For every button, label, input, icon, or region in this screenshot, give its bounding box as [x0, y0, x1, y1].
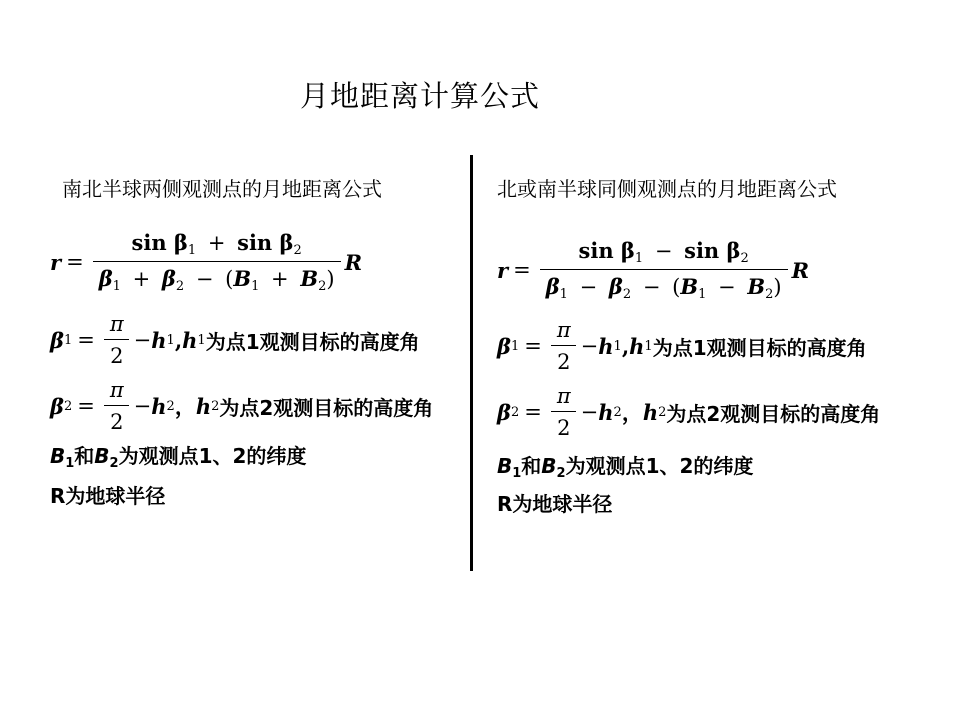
beta1-hsub: 1: [166, 332, 175, 348]
left-distance-formula: [50, 230, 362, 294]
beta1-h: h: [151, 327, 167, 353]
right-latitude-line: [497, 450, 753, 481]
num-term-b: sin β: [684, 238, 741, 263]
right-heading: 北或南半球同侧观测点的月地距离公式: [497, 177, 837, 201]
beta1-sep: ,: [621, 333, 630, 359]
num-term-a: sin β: [131, 230, 188, 255]
den-op2: −: [195, 267, 214, 291]
formula-numerator: [573, 238, 755, 269]
latitude-desc: 为观测点1、2的纬度: [118, 444, 307, 468]
beta2-den: 2: [104, 405, 129, 434]
latitude-b1-sub: 1: [512, 466, 522, 481]
beta1-desc: 为点1观测目标的高度角: [652, 335, 867, 360]
page-title: 月地距离计算公式: [300, 79, 541, 113]
den-open-paren: (: [225, 267, 234, 291]
beta1-minus: −: [133, 328, 152, 352]
num-term-a: sin β: [578, 238, 635, 263]
left-radius-line: R为地球半径: [50, 484, 166, 508]
beta1-sub: 1: [63, 332, 73, 348]
beta2-fraction: [551, 384, 577, 440]
beta1-den: 2: [551, 345, 576, 374]
beta2-h2: h: [642, 399, 659, 425]
beta1-eq: =: [77, 328, 95, 352]
latitude-b1: B: [497, 454, 513, 478]
right-distance-formula: [497, 238, 809, 302]
formula-factor: R: [791, 257, 810, 283]
beta1-h2: h: [629, 333, 645, 359]
latitude-and: 和: [521, 454, 542, 478]
formula-factor: R: [344, 249, 363, 275]
beta1-h: h: [598, 333, 614, 359]
left-column: [50, 0, 500, 720]
beta1-hsub: 1: [613, 338, 622, 354]
left-beta1-line: [50, 312, 420, 368]
num-term-a-sub: 1: [634, 251, 644, 266]
beta1-minus: −: [580, 334, 599, 358]
beta2-h2sub: 2: [211, 398, 220, 414]
beta2-num: π: [556, 384, 571, 408]
right-beta1-line: [497, 318, 867, 374]
beta2-h2: h: [195, 393, 212, 419]
num-term-b: sin β: [237, 230, 294, 255]
beta1-h2sub: 1: [644, 338, 653, 354]
formula-eq: =: [513, 258, 531, 282]
den-open-paren: (: [672, 275, 681, 299]
beta2-eq: =: [77, 394, 95, 418]
left-beta2-line: [50, 378, 433, 434]
num-op: +: [207, 231, 226, 255]
formula-numerator: [126, 230, 308, 261]
den-term-b: β: [608, 274, 623, 299]
beta1-desc: 为点1观测目标的高度角: [205, 329, 420, 354]
num-term-a-sub: 1: [187, 243, 197, 258]
den-op3: −: [718, 275, 736, 299]
den-op1: +: [132, 267, 151, 291]
formula-lhs: r: [50, 249, 62, 275]
num-term-b-sub: 2: [740, 251, 749, 266]
latitude-b2: B: [94, 444, 110, 468]
beta1-h2sub: 1: [197, 332, 206, 348]
den-term-c-sub: 1: [251, 279, 260, 294]
beta2-num: π: [109, 378, 124, 402]
formula-denominator: [93, 261, 341, 294]
den-term-c: B: [680, 274, 699, 299]
beta2-symbol: β: [497, 399, 511, 425]
den-term-d: B: [300, 266, 319, 291]
den-term-d-sub: 2: [765, 287, 774, 302]
right-column: [497, 0, 947, 720]
den-term-b: β: [161, 266, 176, 291]
beta1-num: π: [109, 312, 124, 336]
formula-fraction: [93, 230, 341, 294]
beta2-hsub: 2: [613, 404, 622, 420]
den-term-c-sub: 1: [698, 287, 707, 302]
left-heading: 南北半球两侧观测点的月地距离公式: [62, 177, 382, 201]
beta2-h: h: [598, 399, 614, 425]
beta1-h2: h: [182, 327, 198, 353]
beta2-desc: 为点2观测目标的高度角: [219, 395, 434, 420]
formula-eq: =: [66, 250, 84, 274]
beta2-sep: ，: [174, 394, 196, 419]
num-term-b-sub: 2: [293, 243, 302, 258]
beta2-h: h: [151, 393, 167, 419]
beta1-symbol: β: [50, 327, 64, 353]
formula-denominator: [540, 269, 788, 302]
beta1-num: π: [556, 318, 571, 342]
beta2-eq: =: [524, 400, 542, 424]
latitude-b1: B: [50, 444, 66, 468]
den-term-c: B: [233, 266, 252, 291]
beta2-sep: ，: [621, 400, 643, 425]
beta2-symbol: β: [50, 393, 64, 419]
beta1-fraction: [104, 312, 130, 368]
beta2-den: 2: [551, 411, 576, 440]
formula-fraction: [540, 238, 788, 302]
den-term-a-sub: 1: [559, 287, 568, 302]
left-latitude-line: [50, 440, 306, 471]
den-term-d: B: [747, 274, 766, 299]
beta2-sub: 2: [510, 404, 520, 420]
den-close-paren: ): [773, 275, 782, 299]
latitude-b2-sub: 2: [556, 466, 566, 481]
beta2-hsub: 2: [166, 398, 175, 414]
beta1-fraction: [551, 318, 577, 374]
beta1-symbol: β: [497, 333, 511, 359]
beta1-sep: ,: [174, 327, 183, 353]
latitude-b1-sub: 1: [65, 456, 75, 471]
beta2-desc: 为点2观测目标的高度角: [666, 401, 881, 426]
den-term-a: β: [545, 274, 560, 299]
formula-lhs: r: [497, 257, 509, 283]
den-term-a-sub: 1: [112, 279, 121, 294]
den-close-paren: ): [326, 267, 335, 291]
beta1-sub: 1: [510, 338, 520, 354]
den-op2: −: [642, 275, 661, 299]
latitude-and: 和: [74, 444, 95, 468]
latitude-b2: B: [541, 454, 557, 478]
beta1-den: 2: [104, 339, 129, 368]
den-term-b-sub: 2: [175, 279, 185, 294]
right-radius-line: R为地球半径: [497, 492, 613, 516]
beta2-h2sub: 2: [658, 404, 667, 420]
right-beta2-line: [497, 384, 880, 440]
latitude-b2-sub: 2: [109, 456, 119, 471]
den-term-d-sub: 2: [318, 279, 327, 294]
beta2-sub: 2: [63, 398, 73, 414]
den-term-b-sub: 2: [622, 287, 632, 302]
beta2-fraction: [104, 378, 130, 434]
beta2-minus: −: [580, 400, 599, 424]
num-op: −: [654, 239, 673, 263]
latitude-desc: 为观测点1、2的纬度: [565, 454, 754, 478]
den-term-a: β: [98, 266, 113, 291]
beta1-eq: =: [524, 334, 542, 358]
den-op3: +: [271, 267, 289, 291]
beta2-minus: −: [133, 394, 152, 418]
den-op1: −: [579, 275, 598, 299]
